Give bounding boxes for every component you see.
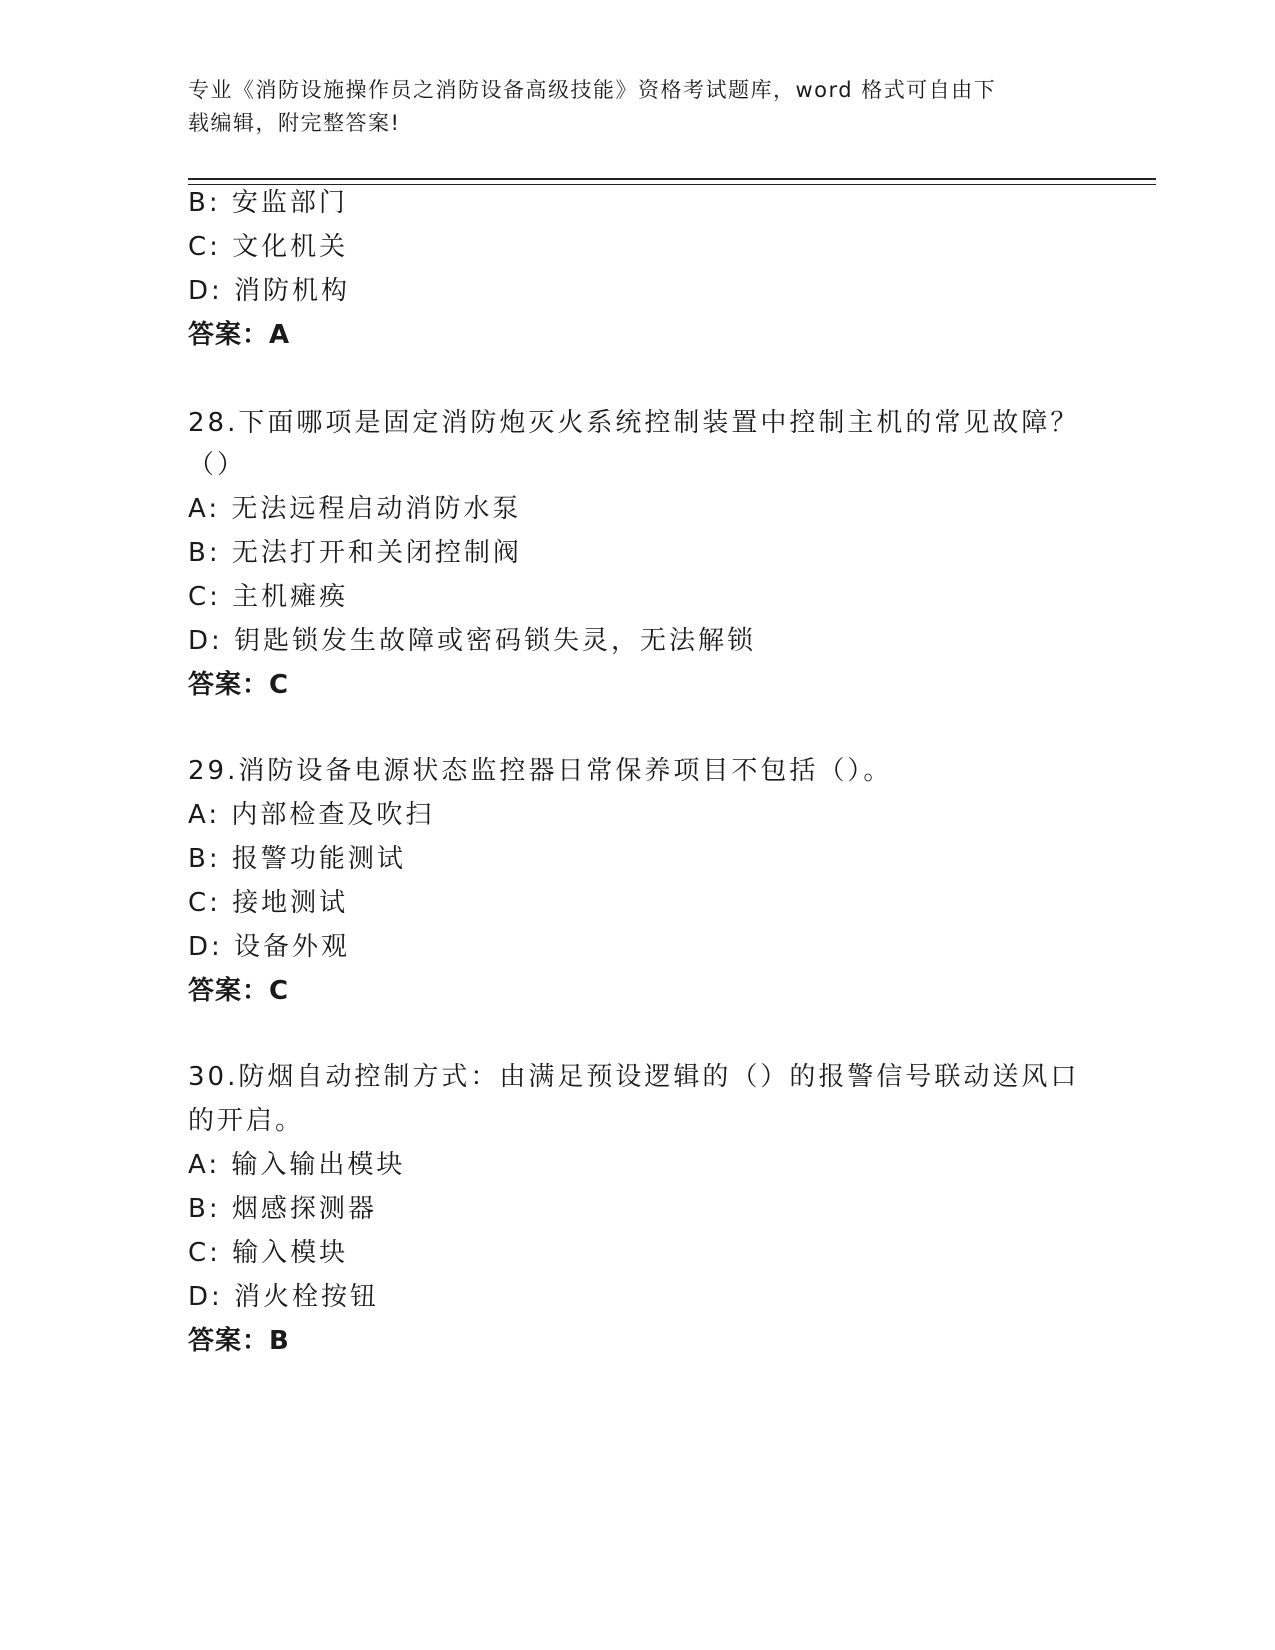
q30-option-a: A: 输入输出模块	[188, 1150, 406, 1180]
q29-answer: 答案：C	[188, 976, 290, 1006]
q30-answer: 答案：B	[188, 1326, 290, 1356]
q30-stem-line-1: 30.防烟自动控制方式：由满足预设逻辑的（）的报警信号联动送风口	[188, 1062, 1080, 1092]
q29-option-a: A: 内部检查及吹扫	[188, 800, 435, 830]
header-line-1: 专业《消防设施操作员之消防设备高级技能》资格考试题库，word 格式可自由下	[188, 78, 997, 102]
q30-option-c: C: 输入模块	[188, 1238, 349, 1268]
q28-option-b: B: 无法打开和关闭控制阀	[188, 538, 522, 568]
q29-option-b: B: 报警功能测试	[188, 844, 406, 874]
q30-option-d: D: 消火栓按钮	[188, 1282, 380, 1312]
header-line-2: 载编辑，附完整答案!	[188, 111, 401, 135]
q28-option-a: A: 无法远程启动消防水泵	[188, 494, 522, 524]
q30-stem-line-2: 的开启。	[188, 1106, 305, 1136]
header-divider-thick	[188, 178, 1156, 180]
q27-option-d: D: 消防机构	[188, 276, 351, 306]
q27-answer: 答案：A	[188, 320, 291, 350]
q28-option-d: D: 钥匙锁发生故障或密码锁失灵，无法解锁	[188, 626, 757, 656]
q29-stem: 29.消防设备电源状态监控器日常保养项目不包括（）。	[188, 756, 893, 786]
q27-option-c: C: 文化机关	[188, 232, 349, 262]
q27-option-b: B: 安监部门	[188, 188, 348, 218]
q30-option-b: B: 烟感探测器	[188, 1194, 377, 1224]
header-divider-thin	[188, 184, 1156, 185]
q28-stem-line-2: （）	[188, 450, 247, 480]
q28-option-c: C: 主机瘫痪	[188, 582, 349, 612]
q29-option-c: C: 接地测试	[188, 888, 349, 918]
q28-answer: 答案：C	[188, 670, 290, 700]
q29-option-d: D: 设备外观	[188, 932, 351, 962]
q28-stem-line-1: 28.下面哪项是固定消防炮灭火系统控制装置中控制主机的常见故障？	[188, 408, 1080, 438]
document-header	[188, 74, 1068, 140]
